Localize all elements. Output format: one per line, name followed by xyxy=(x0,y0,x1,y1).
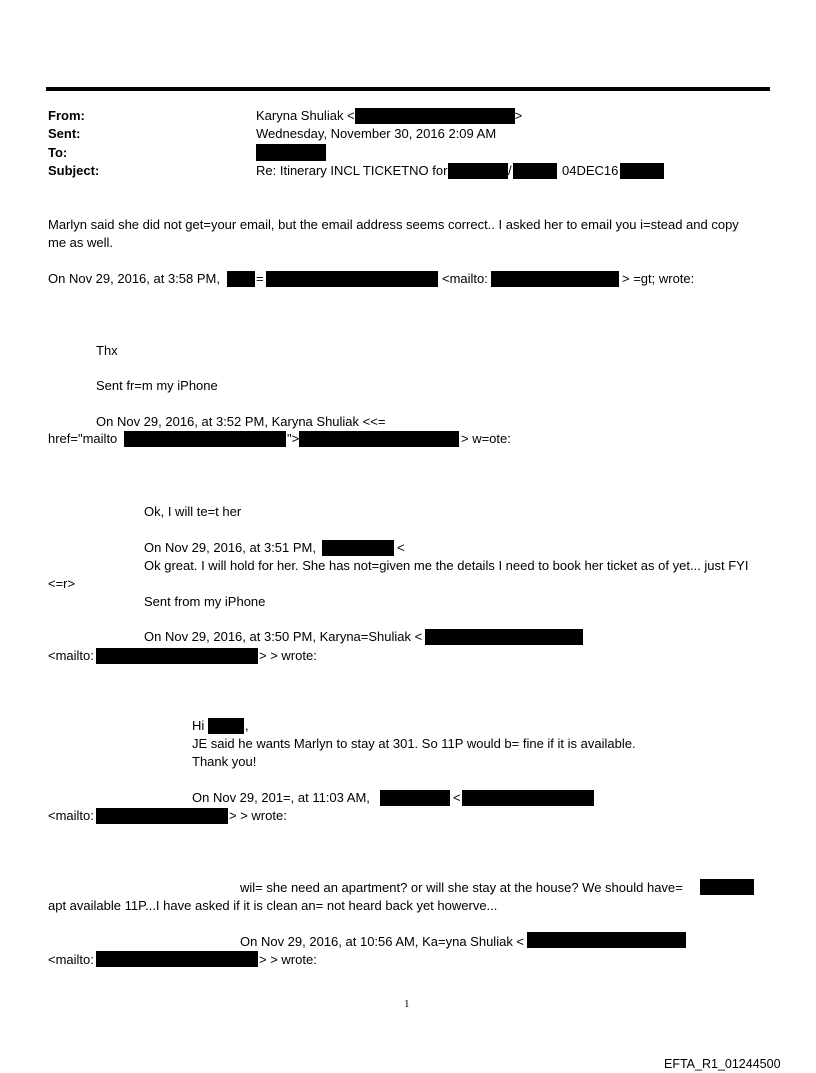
quote-header-4: On Nov 29, 2016, at 3:50 PM, Karyna=Shuliak < xyxy=(144,629,423,644)
quote-text: = xyxy=(256,271,264,286)
quote-text: <mailto: xyxy=(442,271,488,286)
subject-label: Subject: xyxy=(48,163,100,178)
subject-prefix: Re: Itinerary INCL TICKETNO for xyxy=(256,163,448,178)
quote-text: > > wrote: xyxy=(259,648,317,663)
redaction-box xyxy=(513,163,557,179)
document-id: EFTA_R1_01244500 xyxy=(664,1057,781,1071)
quote-text: > w=ote: xyxy=(461,431,511,446)
body-line: Sent fr=m my iPhone xyxy=(96,378,218,393)
redaction-box xyxy=(700,879,754,895)
redaction-box xyxy=(355,108,515,124)
quote-header-1: On Nov 29, 2016, at 3:58 PM, xyxy=(48,271,220,286)
sent-label: Sent: xyxy=(48,126,81,141)
body-line: JE said he wants Marlyn to stay at 301. So 11P would b= fine if it is available. xyxy=(192,736,636,751)
quote-text: <mailto: xyxy=(48,648,94,663)
sent-value: Wednesday, November 30, 2016 2:09 AM xyxy=(256,126,497,141)
redaction-box xyxy=(299,431,459,447)
body-line: me as well. xyxy=(48,235,114,250)
quote-text: < xyxy=(453,790,461,805)
quote-header-5: On Nov 29, 201=, at 11:03 AM, xyxy=(192,790,370,805)
redaction-box xyxy=(448,163,508,179)
redaction-box xyxy=(96,648,258,664)
body-line: Thx xyxy=(96,343,118,358)
body-line: Marlyn said she did not get=your email, but the email address seems correct.. I asked her to email you i=stead and copy xyxy=(48,217,739,232)
quote-header-2: On Nov 29, 2016, at 3:52 PM, Karyna Shuliak <<= xyxy=(96,414,386,429)
body-line: , xyxy=(245,718,249,733)
body-line: Ok, I will te=t her xyxy=(144,504,242,519)
redaction-box xyxy=(208,718,244,734)
from-value xyxy=(256,108,522,124)
quote-text: < xyxy=(397,540,405,555)
redaction-box xyxy=(620,163,664,179)
redaction-box xyxy=(462,790,594,806)
from-label: From: xyxy=(48,108,85,123)
quote-text: > > wrote: xyxy=(229,808,287,823)
to-redaction xyxy=(256,144,326,161)
body-line: Hi xyxy=(192,718,205,733)
quote-text: > =gt; wrote: xyxy=(622,271,695,286)
redaction-box xyxy=(322,540,394,556)
body-line: <=r> xyxy=(48,576,76,591)
subject-value xyxy=(256,163,447,179)
to-label: To: xyxy=(48,145,68,160)
quote-text: > > wrote: xyxy=(259,952,317,967)
redaction-box xyxy=(425,629,583,645)
redaction-box xyxy=(380,790,450,806)
body-line: Sent from my iPhone xyxy=(144,594,266,609)
quote-text: <mailto: xyxy=(48,952,94,967)
redaction-box xyxy=(96,951,258,967)
redaction-box xyxy=(124,431,286,447)
redaction-box xyxy=(491,271,619,287)
quote-text: href="mailto xyxy=(48,431,118,446)
redaction-box xyxy=(227,271,255,287)
from-name: Karyna Shuliak < xyxy=(256,108,355,123)
body-line: apt available 11P...I have asked if it is clean an= not heard back yet howerve... xyxy=(48,898,498,913)
subject-slash: / xyxy=(508,163,512,178)
header-rule xyxy=(46,87,770,91)
body-line: Thank you! xyxy=(192,754,257,769)
redaction-box xyxy=(527,932,686,948)
quote-header-6: On Nov 29, 2016, at 10:56 AM, Ka=yna Shuliak < xyxy=(240,934,525,949)
from-suffix: > xyxy=(514,108,523,123)
body-line: Ok great. I will hold for her. She has not=given me the details I need to book her ticket as of yet... just FYI xyxy=(144,558,749,573)
redaction-box xyxy=(266,271,438,287)
body-line: wil= she need an apartment? or will she stay at the house? We should have= xyxy=(240,880,683,895)
subject-date: 04DEC16 xyxy=(562,163,619,178)
redaction-box xyxy=(96,808,228,824)
quote-header-3: On Nov 29, 2016, at 3:51 PM, xyxy=(144,540,316,555)
quote-text: "> xyxy=(287,431,300,446)
page-number: 1 xyxy=(404,998,410,1010)
quote-text: <mailto: xyxy=(48,808,94,823)
